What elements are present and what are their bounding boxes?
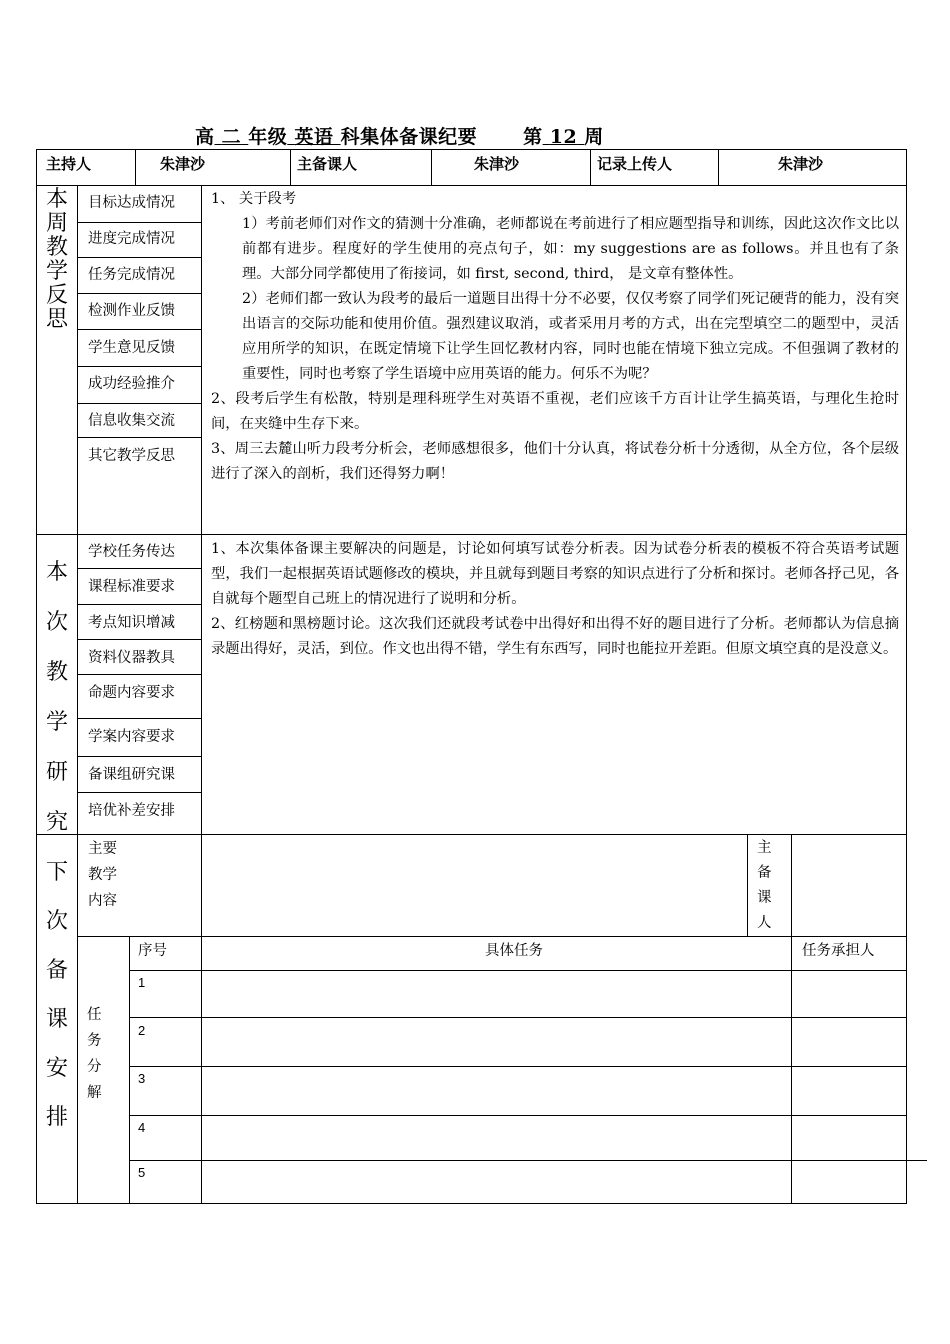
task-row-number: 5 bbox=[138, 1165, 146, 1180]
research-paragraph: 2、红榜题和黑榜题讨论。这次我们还就段考试卷中出得好和出得不好的题目进行了分析。老师都认为信息摘录题出得好，灵活，到位。作文也出得不错，学生有东西写，同时也能拉开差距。但原文填空真的是没意义。 bbox=[211, 616, 899, 657]
next-section-label: 下 次 备 课 安 排 bbox=[45, 860, 68, 1130]
task-breakdown-label: 任 务 分 解 bbox=[87, 1007, 102, 1101]
col-header-task: 具体任务 bbox=[485, 943, 543, 959]
host-label: 主持人 bbox=[46, 155, 92, 173]
reflection-item: 检测作业反馈 bbox=[88, 303, 175, 319]
research-content bbox=[211, 537, 899, 662]
reflection-paragraph: 2）老师们都一致认为段考的最后一道题目出得十分不必要，仅仅考察了同学们死记硬背的能力，没有突出语言的交际功能和使用价值。强烈建议取消，或者采用月考的方式，出在完型填空二的题型中，灵活应用所学的知识，在既定情境下让学生回忆教材内容，同时也能在情境下独立完成。不但强调了教材的重要性，同时也考察了学生语境中应用英语的能力。何乐不为呢？ bbox=[242, 291, 899, 382]
main-teacher-label: 主备课人 bbox=[297, 155, 358, 173]
reflection-content bbox=[211, 187, 899, 487]
research-item: 课程标准要求 bbox=[88, 579, 175, 595]
col-header-owner: 任务承担人 bbox=[802, 943, 875, 959]
research-item: 命题内容要求 bbox=[88, 685, 175, 701]
next-main-teacher-label: 主 备 课 人 bbox=[757, 840, 772, 931]
task-row-number: 2 bbox=[138, 1023, 146, 1038]
main-content-label: 主要 教学 内容 bbox=[88, 841, 117, 909]
task-row-number: 4 bbox=[138, 1120, 146, 1135]
reflection-section-label: 本 周 教 学 反 思 bbox=[45, 187, 68, 332]
reflection-item: 其它教学反思 bbox=[88, 448, 175, 464]
task-row-number: 1 bbox=[138, 975, 146, 990]
reflection-paragraph: 1）考前老师们对作文的猜测十分准确，老师都说在考前进行了相应题型指导和训练，因此这次作文比以前都有进步。程度好的学生使用的亮点句子，如：my suggestions are as follows。并且也有了条理。大部分同学都使用了衔接词，如 first, second, third， 是文章有整体性。 bbox=[242, 216, 899, 282]
reflection-item: 进度完成情况 bbox=[88, 231, 175, 247]
research-section-label: 本 次 教 学 研 究 bbox=[45, 560, 68, 835]
reflection-item: 目标达成情况 bbox=[88, 195, 175, 211]
main-teacher-value: 朱津沙 bbox=[474, 155, 520, 173]
research-item: 备课组研究课 bbox=[88, 767, 175, 783]
task-row-number: 3 bbox=[138, 1071, 146, 1086]
research-item: 考点知识增减 bbox=[88, 615, 175, 631]
research-item: 资料仪器教具 bbox=[88, 650, 175, 666]
recorder-label: 记录上传人 bbox=[597, 155, 673, 173]
reflection-item: 成功经验推介 bbox=[88, 376, 175, 392]
research-item: 培优补差安排 bbox=[88, 803, 175, 819]
reflection-item: 任务完成情况 bbox=[88, 267, 175, 283]
reflection-item: 信息收集交流 bbox=[88, 413, 175, 429]
reflection-paragraph: 3、周三去麓山听力段考分析会，老师感想很多，他们十分认真，将试卷分析十分透彻，从全方位，各个层级进行了深入的剖析，我们还得努力啊！ bbox=[211, 441, 899, 482]
page-title: 高 二 年级 英语 科集体备课纪要 第 12 周 bbox=[195, 126, 604, 148]
reflection-item: 学生意见反馈 bbox=[88, 340, 175, 356]
recorder-value: 朱津沙 bbox=[778, 155, 824, 173]
host-value: 朱津沙 bbox=[160, 155, 206, 173]
reflection-paragraph: 2、段考后学生有松散，特别是理科班学生对英语不重视，老们应该千方百计让学生搞英语，与理化生抢时间，在夹缝中生存下来。 bbox=[211, 391, 899, 432]
reflection-heading: 1、 关于段考 bbox=[211, 191, 297, 207]
research-paragraph: 1、本次集体备课主要解决的问题是，讨论如何填写试卷分析表。因为试卷分析表的模板不符合英语考试题型，我们一起根据英语试题修改的模块，并且就每到题目考察的知识点进行了分析和探讨。老师各抒己见，各自就每个题型自己班上的情况进行了说明和分析。 bbox=[211, 541, 899, 607]
research-item: 学校任务传达 bbox=[88, 544, 175, 560]
research-item: 学案内容要求 bbox=[88, 729, 175, 745]
col-header-no: 序号 bbox=[138, 943, 167, 959]
